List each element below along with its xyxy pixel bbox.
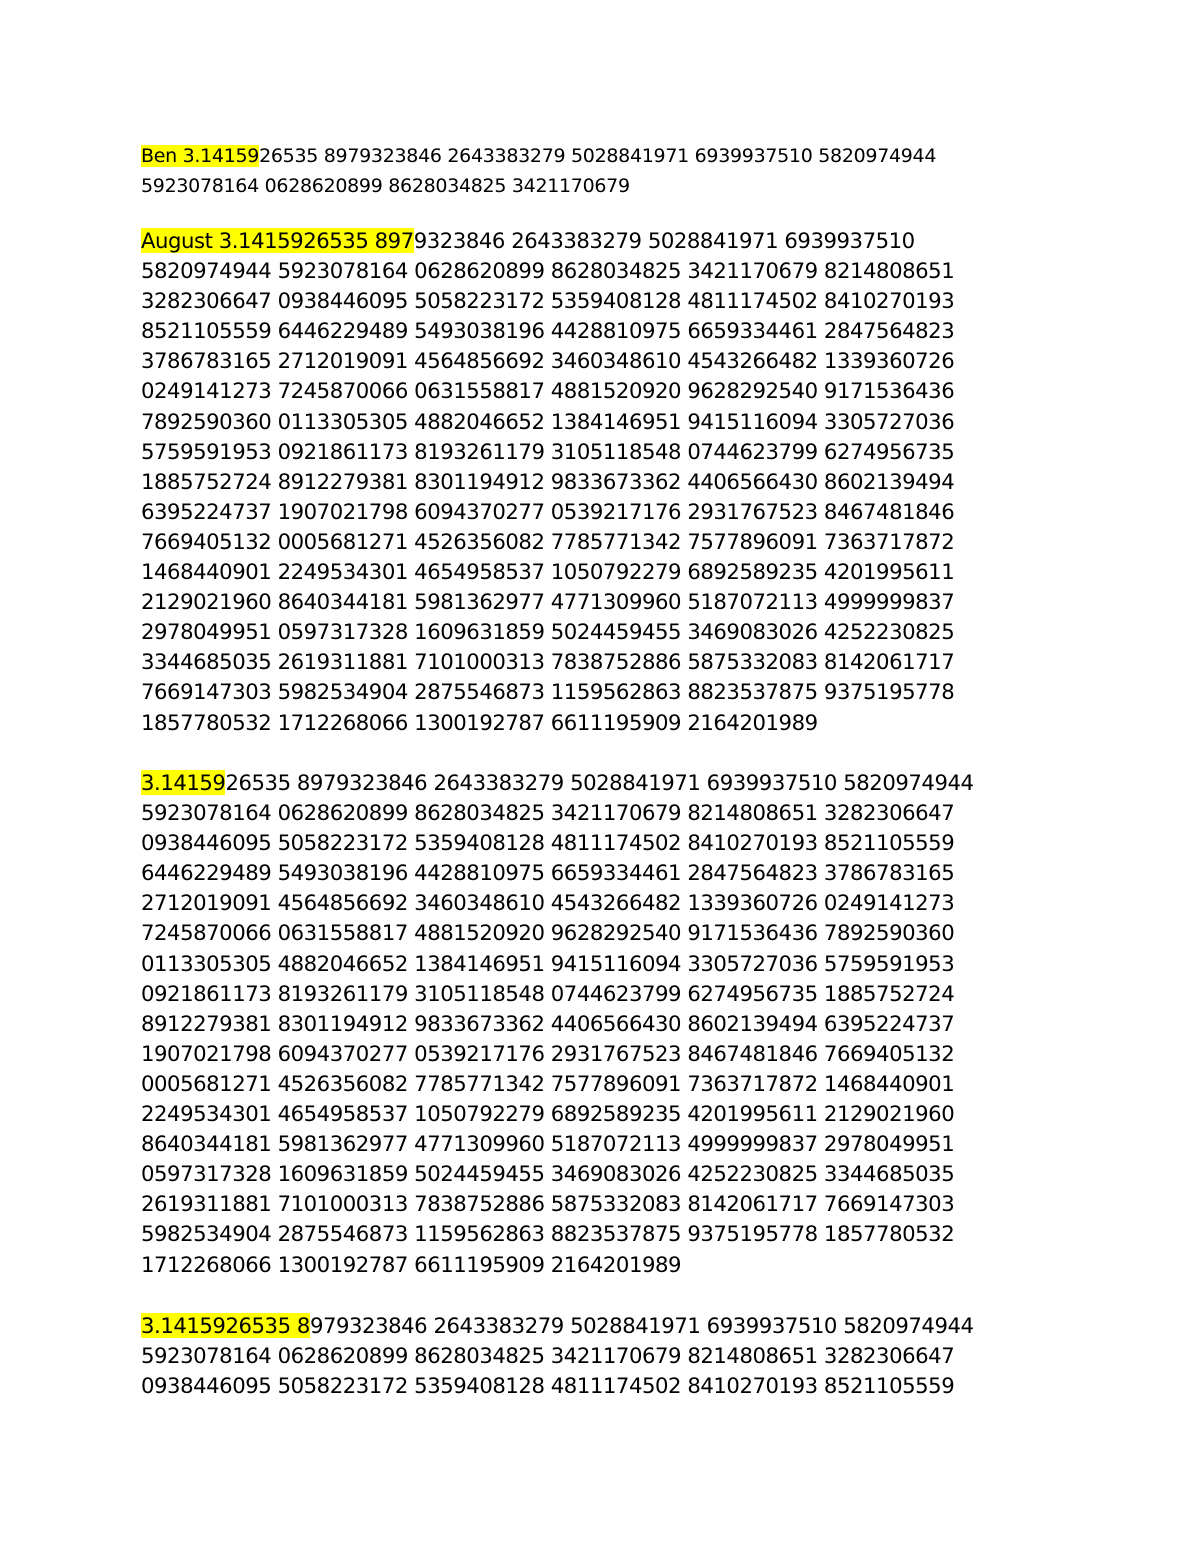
paragraph-august bbox=[141, 226, 954, 738]
paragraph-line: 3282306647 0938446095 5058223172 5359408128 4811174502 8410270193 bbox=[141, 288, 955, 314]
paragraph-line: 5982534904 2875546873 1159562863 8823537875 9375195778 1857780532 bbox=[141, 1221, 955, 1247]
paragraph-line: 3344685035 2619311881 7101000313 7838752886 5875332083 8142061717 bbox=[141, 649, 955, 675]
paragraph-line: 2129021960 8640344181 5981362977 4771309960 5187072113 4999999837 bbox=[141, 589, 955, 615]
paragraph-line: 2712019091 4564856692 3460348610 4543266482 1339360726 0249141273 bbox=[141, 890, 955, 916]
paragraph-line: 0005681271 4526356082 7785771342 7577896091 7363717872 1468440901 bbox=[141, 1070, 955, 1096]
highlighted-text: 3.1415926535 8 bbox=[141, 1313, 310, 1338]
line-text: 26535 8979323846 2643383279 5028841971 6939937510 5820974944 bbox=[259, 145, 937, 167]
paragraph-line: 5923078164 0628620899 8628034825 3421170679 bbox=[141, 175, 630, 197]
paragraph-line: 6395224737 1907021798 6094370277 0539217176 2931767523 8467481846 bbox=[141, 498, 955, 524]
paragraph-line: 5923078164 0628620899 8628034825 3421170679 8214808651 3282306647 bbox=[141, 1343, 955, 1369]
paragraph-line: 0113305305 4882046652 1384146951 9415116094 3305727036 5759591953 bbox=[141, 950, 955, 976]
paragraph-line: 1712268066 1300192787 6611195909 2164201989 bbox=[141, 1251, 682, 1277]
paragraph-line: 8640344181 5981362977 4771309960 5187072113 4999999837 2978049951 bbox=[141, 1131, 955, 1157]
paragraph-line bbox=[141, 226, 954, 256]
paragraph-line: 1885752724 8912279381 8301194912 9833673362 4406566430 8602139494 bbox=[141, 468, 955, 494]
line-text: 979323846 2643383279 5028841971 6939937510 5820974944 bbox=[309, 1313, 974, 1338]
paragraph-line: 5923078164 0628620899 8628034825 3421170679 8214808651 3282306647 bbox=[141, 800, 955, 826]
paragraph-line: 1468440901 2249534301 4654958537 1050792279 6892589235 4201995611 bbox=[141, 559, 955, 585]
paragraph-line: 0597317328 1609631859 5024459455 3469083026 4252230825 3344685035 bbox=[141, 1161, 955, 1187]
highlighted-text: Ben 3.14159 bbox=[141, 145, 260, 167]
paragraph-line: 8912279381 8301194912 9833673362 4406566430 8602139494 6395224737 bbox=[141, 1010, 955, 1036]
paragraph-line: 7245870066 0631558817 4881520920 9628292540 9171536436 7892590360 bbox=[141, 920, 955, 946]
paragraph-third bbox=[141, 768, 974, 1280]
paragraph-line: 7892590360 0113305305 4882046652 1384146951 9415116094 3305727036 bbox=[141, 408, 955, 434]
paragraph-line bbox=[141, 1311, 974, 1341]
paragraph-line: 7669405132 0005681271 4526356082 7785771342 7577896091 7363717872 bbox=[141, 528, 955, 554]
line-text: 26535 8979323846 2643383279 5028841971 6939937510 5820974944 bbox=[225, 770, 974, 795]
paragraph-ben bbox=[141, 141, 936, 201]
paragraph-line: 2619311881 7101000313 7838752886 5875332083 8142061717 7669147303 bbox=[141, 1191, 955, 1217]
paragraph-line: 6446229489 5493038196 4428810975 6659334461 2847564823 3786783165 bbox=[141, 860, 955, 886]
paragraph-line: 1907021798 6094370277 0539217176 2931767523 8467481846 7669405132 bbox=[141, 1040, 955, 1066]
paragraph-line: 3786783165 2712019091 4564856692 3460348610 4543266482 1339360726 bbox=[141, 348, 955, 374]
highlighted-text: 3.14159 bbox=[141, 770, 226, 795]
highlighted-text: August 3.1415926535 897 bbox=[141, 228, 414, 253]
paragraph-line: 5759591953 0921861173 8193261179 3105118548 0744623799 6274956735 bbox=[141, 438, 955, 464]
paragraph-line: 0921861173 8193261179 3105118548 0744623799 6274956735 1885752724 bbox=[141, 980, 955, 1006]
paragraph-line: 0938446095 5058223172 5359408128 4811174502 8410270193 8521105559 bbox=[141, 830, 955, 856]
line-text: 9323846 2643383279 5028841971 6939937510 bbox=[413, 228, 915, 253]
paragraph-line: 8521105559 6446229489 5493038196 4428810975 6659334461 2847564823 bbox=[141, 318, 955, 344]
paragraph-line: 5820974944 5923078164 0628620899 8628034825 3421170679 8214808651 bbox=[141, 258, 955, 284]
paragraph-line: 1857780532 1712268066 1300192787 6611195909 2164201989 bbox=[141, 709, 818, 735]
paragraph-line: 0249141273 7245870066 0631558817 4881520920 9628292540 9171536436 bbox=[141, 378, 955, 404]
paragraph-fourth bbox=[141, 1311, 974, 1401]
paragraph-line: 0938446095 5058223172 5359408128 4811174502 8410270193 8521105559 bbox=[141, 1373, 955, 1399]
paragraph-line: 2249534301 4654958537 1050792279 6892589235 4201995611 2129021960 bbox=[141, 1101, 955, 1127]
paragraph-line bbox=[141, 141, 936, 171]
paragraph-line bbox=[141, 768, 974, 798]
paragraph-line: 7669147303 5982534904 2875546873 1159562863 8823537875 9375195778 bbox=[141, 679, 955, 705]
paragraph-line: 2978049951 0597317328 1609631859 5024459455 3469083026 4252230825 bbox=[141, 619, 955, 645]
